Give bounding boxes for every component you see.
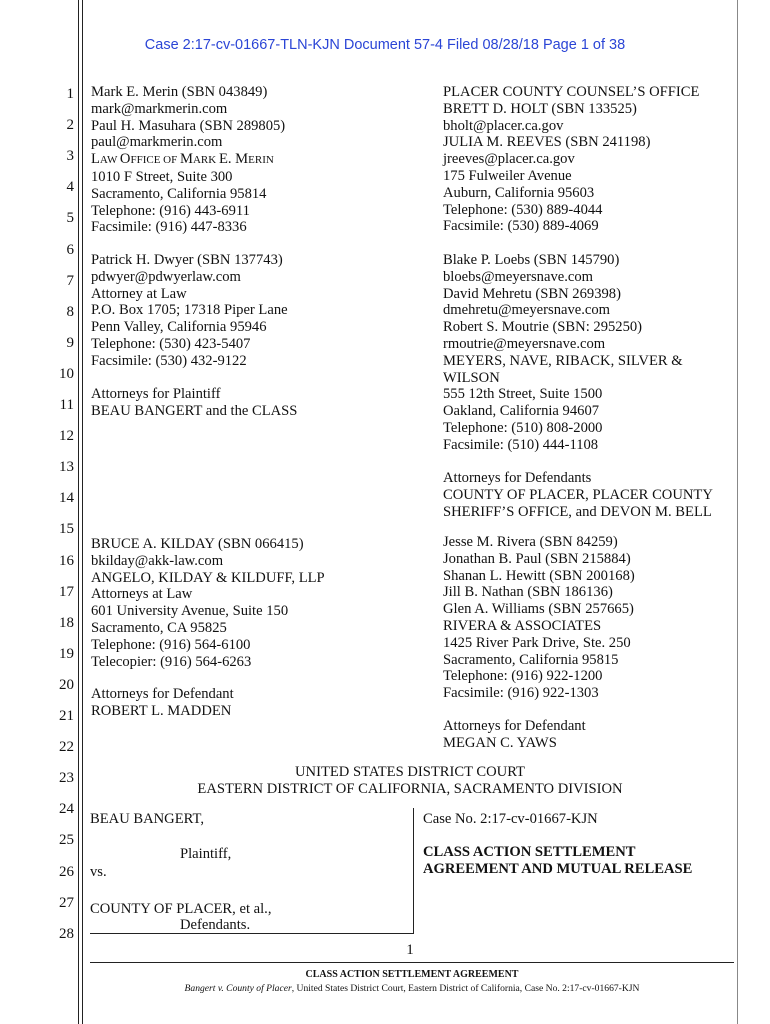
line-number: 28 — [59, 925, 74, 942]
caption-defendant-role: Defendants. — [180, 917, 251, 933]
county-counsel — [443, 84, 699, 235]
line-number: 17 — [59, 583, 74, 600]
counsel-line: WILSON — [443, 369, 500, 386]
counsel-line: Facsimile: (510) 444-1108 — [443, 436, 599, 453]
counsel-line: Attorneys for Defendants — [443, 470, 592, 486]
counsel-line: jreeves@placer.ca.gov — [443, 151, 575, 168]
kilday-counsel — [91, 536, 325, 670]
line-number: 10 — [59, 365, 74, 382]
counsel-line: Mark E. Merin (SBN 043849) — [91, 84, 268, 100]
counsel-line: Auburn, California 95603 — [443, 184, 595, 201]
footer-case-detail: , United States District Court, Eastern District of California, Case No. 2:17-cv-01667-KJN — [291, 983, 640, 994]
footer-case-citation — [90, 983, 734, 994]
rivera-counsel — [443, 534, 635, 702]
counsel-line: MEYERS, NAVE, RIBACK, SILVER & — [443, 352, 683, 369]
document-title-line-2: AGREEMENT AND MUTUAL RELEASE — [423, 861, 693, 877]
left-margin-rule-inner — [82, 0, 83, 1024]
counsel-line: rmoutrie@meyersnave.com — [443, 335, 606, 352]
counsel-line: Facsimile: (916) 922-1303 — [443, 685, 599, 702]
right-margin-rule — [737, 0, 738, 1024]
counsel-line: 1010 F Street, Suite 300 — [91, 168, 233, 185]
counsel-line: Telephone: (916) 443-6911 — [91, 202, 250, 219]
counsel-line: Attorneys for Plaintiff — [91, 386, 221, 402]
counsel-line: Jesse M. Rivera (SBN 84259) — [443, 534, 618, 550]
counsel-line: pdwyer@pdwyerlaw.com — [91, 268, 241, 285]
counsel-line: Blake P. Loebs (SBN 145790) — [443, 252, 620, 268]
left-margin-rule-outer — [78, 0, 79, 1024]
counsel-line: Attorneys at Law — [91, 586, 193, 603]
caption-divider-horizontal — [90, 933, 414, 934]
case-number: Case No. 2:17-cv-01667-KJN — [423, 811, 598, 827]
line-number: 3 — [66, 148, 74, 165]
counsel-line: Attorneys for Defendant — [443, 718, 586, 734]
counsel-line: Penn Valley, California 95946 — [91, 319, 267, 336]
counsel-line: David Mehretu (SBN 269398) — [443, 285, 621, 302]
counsel-line: 555 12th Street, Suite 1500 — [443, 386, 603, 403]
counsel-line: 1425 River Park Drive, Ste. 250 — [443, 634, 631, 651]
counsel-line: BRUCE A. KILDAY (SBN 066415) — [91, 536, 304, 552]
counsel-line: Attorneys for Defendant — [91, 686, 234, 702]
yaws-attorneys-for — [443, 718, 586, 752]
line-number: 22 — [59, 739, 74, 756]
line-number: 18 — [59, 614, 74, 631]
line-number: 5 — [66, 210, 74, 227]
court-name — [90, 764, 730, 798]
counsel-line: Patrick H. Dwyer (SBN 137743) — [91, 252, 283, 268]
counsel-line: Telephone: (510) 808-2000 — [443, 419, 603, 436]
court-line-1: UNITED STATES DISTRICT COURT — [295, 764, 525, 780]
footer-title: CLASS ACTION SETTLEMENT AGREEMENT — [305, 969, 519, 980]
counsel-line: Sacramento, California 95815 — [443, 651, 619, 668]
counsel-line: dmehretu@meyersnave.com — [443, 302, 611, 319]
counsel-line: ANGELO, KILDAY & KILDUFF, LLP — [91, 569, 325, 586]
caption-divider-vertical — [413, 808, 414, 934]
counsel-line: Robert S. Moutrie (SBN: 295250) — [443, 319, 643, 336]
caption-plaintiff: BEAU BANGERT, — [90, 811, 204, 827]
counsel-line: Jonathan B. Paul (SBN 215884) — [443, 550, 631, 567]
line-number: 19 — [59, 645, 74, 662]
counsel-line: Attorney at Law — [91, 285, 187, 302]
counsel-line: P.O. Box 1705; 17318 Piper Lane — [91, 302, 288, 319]
document-title-line-1: CLASS ACTION SETTLEMENT — [423, 844, 636, 860]
line-number: 6 — [66, 241, 74, 258]
caption-vs: vs. — [90, 864, 107, 880]
counsel-line: Oakland, California 94607 — [443, 403, 600, 420]
law-office-name: LAW OFFICE OF MARK E. MERIN — [91, 151, 274, 168]
counsel-line: paul@markmerin.com — [91, 134, 223, 151]
footer-case-name: Bangert v. County of Placer — [184, 983, 292, 994]
plaintiff-counsel-merin — [91, 84, 285, 236]
counsel-line: Facsimile: (530) 889-4069 — [443, 218, 599, 235]
line-number: 1 — [66, 86, 74, 102]
line-number: 13 — [59, 459, 74, 476]
madden-attorneys-for — [91, 686, 234, 720]
counsel-line: Telephone: (916) 922-1200 — [443, 668, 603, 685]
counsel-line: bloebs@meyersnave.com — [443, 268, 594, 285]
line-number: 25 — [59, 832, 74, 849]
line-number: 4 — [66, 179, 74, 196]
counsel-line: Sacramento, California 95814 — [91, 185, 267, 202]
counsel-line: Jill B. Nathan (SBN 186136) — [443, 584, 613, 601]
court-line-2: EASTERN DISTRICT OF CALIFORNIA, SACRAMENTO DIVISION — [197, 780, 623, 797]
counsel-line: Sacramento, CA 95825 — [91, 619, 227, 636]
plaintiff-attorneys-for — [91, 386, 297, 420]
line-number: 27 — [59, 894, 74, 911]
counsel-line: 601 University Avenue, Suite 150 — [91, 603, 289, 620]
counsel-line: MEGAN C. YAWS — [443, 734, 557, 751]
line-number: 7 — [66, 272, 74, 289]
filing-header: Case 2:17-cv-01667-TLN-KJN Document 57-4 Filed 08/28/18 Page 1 of 38 — [144, 37, 626, 53]
counsel-line: PLACER COUNTY COUNSEL’S OFFICE — [443, 84, 700, 100]
counsel-line: Paul H. Masuhara (SBN 289805) — [91, 117, 286, 134]
meyers-nave-counsel — [443, 252, 683, 454]
counsel-line: Telephone: (530) 423-5407 — [91, 335, 251, 352]
caption-defendant: COUNTY OF PLACER, et al., — [90, 901, 272, 917]
line-number: 12 — [59, 428, 74, 445]
counsel-line: Shanan L. Hewitt (SBN 200168) — [443, 567, 635, 584]
counsel-line: Facsimile: (916) 447-8336 — [91, 219, 247, 236]
line-number: 9 — [66, 334, 74, 351]
counsel-line: Telecopier: (916) 564-6263 — [91, 653, 252, 670]
counsel-line: Telephone: (916) 564-6100 — [91, 636, 251, 653]
counsel-line: RIVERA & ASSOCIATES — [443, 617, 602, 634]
line-number: 20 — [59, 676, 74, 693]
line-number: 21 — [59, 708, 74, 724]
counsel-line: BEAU BANGERT and the CLASS — [91, 402, 298, 419]
counsel-line: BRETT D. HOLT (SBN 133525) — [443, 100, 637, 117]
counsel-line: Glen A. Williams (SBN 257665) — [443, 601, 634, 618]
counsel-line: bkilday@akk-law.com — [91, 552, 224, 569]
line-number: 26 — [59, 863, 74, 880]
counsel-line: SHERIFF’S OFFICE, and DEVON M. BELL — [443, 503, 712, 520]
line-number: 8 — [66, 303, 74, 320]
caption-plaintiff-role: Plaintiff, — [180, 846, 232, 862]
page-number: 1 — [406, 942, 414, 958]
counsel-line: JULIA M. REEVES (SBN 241198) — [443, 134, 651, 151]
county-attorneys-for — [443, 470, 713, 520]
line-number: 2 — [66, 117, 74, 134]
counsel-line: COUNTY OF PLACER, PLACER COUNTY — [443, 486, 713, 503]
footer-rule — [90, 962, 734, 963]
line-number: 23 — [59, 770, 74, 787]
counsel-line: ROBERT L. MADDEN — [91, 702, 232, 719]
counsel-line: mark@markmerin.com — [91, 100, 228, 117]
counsel-line: Telephone: (530) 889-4044 — [443, 201, 603, 218]
counsel-line: 175 Fulweiler Avenue — [443, 167, 572, 184]
counsel-line: bholt@placer.ca.gov — [443, 117, 564, 134]
line-number: 15 — [59, 521, 74, 538]
line-number: 11 — [59, 397, 74, 413]
plaintiff-counsel-dwyer — [91, 252, 288, 370]
counsel-line: Facsimile: (530) 432-9122 — [91, 352, 247, 369]
line-number: 14 — [59, 490, 74, 507]
line-number: 24 — [59, 801, 74, 818]
line-number: 16 — [59, 552, 74, 569]
